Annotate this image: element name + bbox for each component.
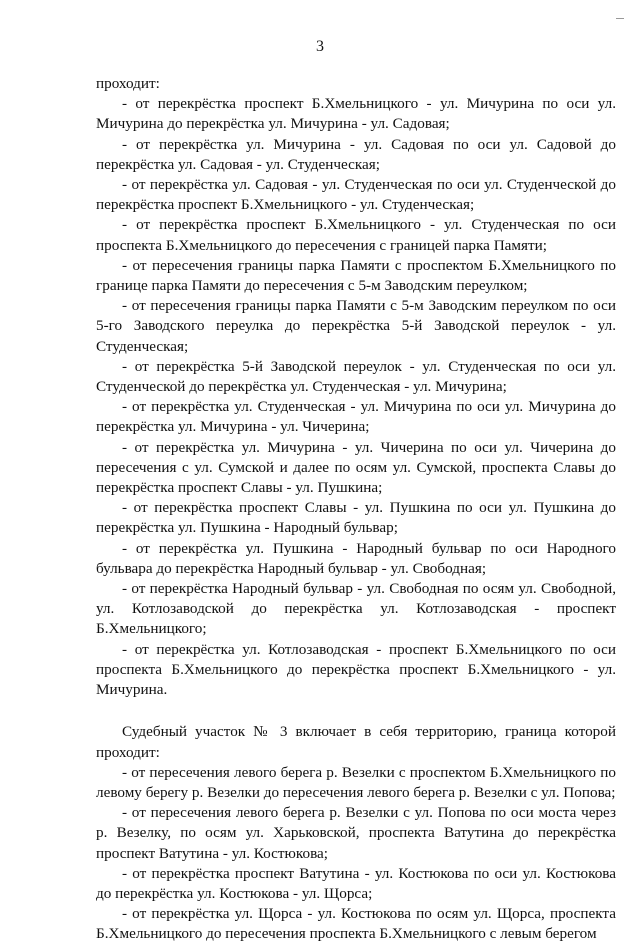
paragraph: - от пересечения границы парка Памяти с 5-м Заводским переулком по оси 5-го Заводского переулка до перекрёстка 5-й Заводской переулок - ул. Студенческая; xyxy=(96,297,616,355)
document-body xyxy=(96,74,616,945)
paragraph: - от перекрёстка проспект Ватутина - ул. Костюкова по оси ул. Костюкова до перекрёстка ул. Костюкова - ул. Щорса; xyxy=(96,864,616,902)
paragraph: - от перекрёстка ул. Студенческая - ул. Мичурина по оси ул. Мичурина до перекрёстка ул. Мичурина - ул. Чичерина; xyxy=(96,398,616,436)
paragraph: - от перекрёстка проспект Б.Хмельницкого - ул. Студенческая по оси проспекта Б.Хмельницкого до пересечения с границей парка Памяти; xyxy=(96,216,616,254)
paragraph: - от перекрёстка проспект Б.Хмельницкого - ул. Мичурина по оси ул. Мичурина до перекрёстка ул. Мичурина - ул. Садовая; xyxy=(96,95,616,133)
scan-mark xyxy=(616,18,624,19)
section-heading-paragraph: Судебный участок № 3 включает в себя территорию, граница которой проходит: xyxy=(96,723,616,761)
paragraph: - от перекрёстка ул. Щорса - ул. Костюкова по осям ул. Щорса, проспекта Б.Хмельницкого до пересечения проспекта Б.Хмельницкого с левым берегом xyxy=(96,905,616,943)
paragraph: - от перекрёстка проспект Славы - ул. Пушкина по оси ул. Пушкина до перекрёстка ул. Пушкина - Народный бульвар; xyxy=(96,499,616,537)
paragraph: - от перекрёстка Народный бульвар - ул. Свободная по осям ул. Свободной, ул. Котлозаводской до перекрёстка ул. Котлозаводская - проспект Б.Хмельницкого; xyxy=(96,580,616,638)
paragraph: - от перекрёстка ул. Мичурина - ул. Садовая по оси ул. Садовой до перекрёстка ул. Садовая - ул. Студенческая; xyxy=(96,135,616,173)
paragraph: - от пересечения левого берега р. Везелки с проспектом Б.Хмельницкого по левому берегу р. Везелки до пересечения левого берега р. Везелки с ул. Попова; xyxy=(96,763,616,801)
paragraph: - от пересечения границы парка Памяти с проспектом Б.Хмельницкого по границе парка Памяти до пересечения с 5-м Заводским переулком; xyxy=(96,256,616,295)
paragraph: - от перекрёстка 5-й Заводской переулок - ул. Студенческая по оси ул. Студенческой до перекрёстка ул. Студенческая - ул. Мичурина; xyxy=(96,357,616,396)
page-number: 3 xyxy=(316,38,324,55)
paragraph: - от перекрёстка ул. Мичурина - ул. Чичерина по оси ул. Чичерина до пересечения с ул. Сумской и далее по осям ул. Сумской, проспекта Славы до перекрёстка проспект Славы - ул. Пушкина; xyxy=(96,438,616,497)
paragraph: проходит: xyxy=(96,75,160,92)
paragraph: - от перекрёстка ул. Пушкина - Народный бульвар по оси Народного бульвара до перекрёстка Народный бульвар - ул. Свободная; xyxy=(96,539,616,577)
paragraph: - от перекрёстка ул. Садовая - ул. Студенческая по оси ул. Студенческой до перекрёстка проспект Б.Хмельницкого - ул. Студенческая; xyxy=(96,176,616,214)
paragraph: - от перекрёстка ул. Котлозаводская - проспект Б.Хмельницкого по оси проспекта Б.Хмельницкого до перекрёстка проспект Б.Хмельницкого - ул. Мичурина. xyxy=(96,640,616,699)
paragraph: - от пересечения левого берега р. Везелки с ул. Попова по оси моста через р. Везелку, по осям ул. Харьковской, проспекта Ватутина до перекрёстка проспект Ватутина - ул. Костюкова; xyxy=(96,804,616,862)
